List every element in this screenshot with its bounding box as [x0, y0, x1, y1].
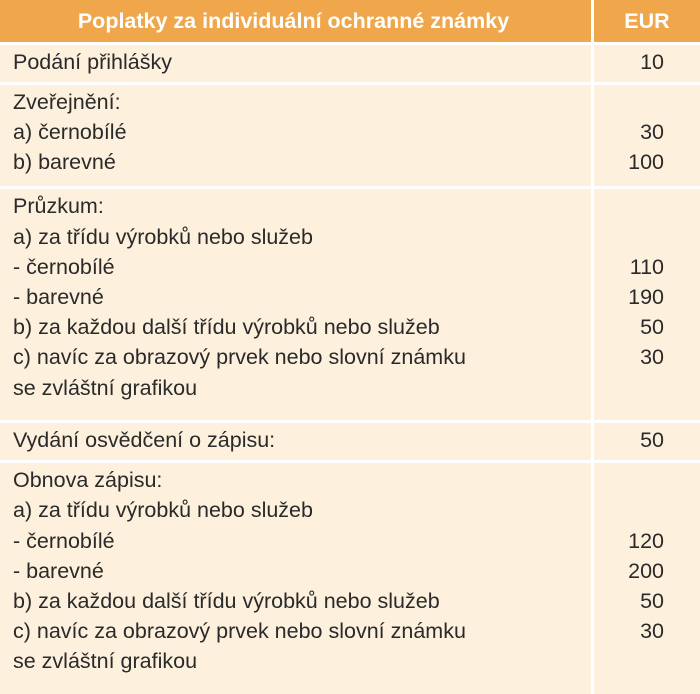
fee-amount [595, 373, 664, 403]
fee-line: b) barevné [13, 150, 116, 175]
fee-amount: 30 [640, 619, 664, 644]
header-title: Poplatky za individuální ochranné známky [0, 0, 591, 45]
section-description [0, 189, 591, 423]
section-amounts [591, 189, 700, 423]
fee-amount: 50 [640, 428, 664, 453]
fee-section-application [0, 45, 700, 85]
fee-line: a) za třídu výrobků nebo služeb [13, 498, 313, 523]
fee-amount: 30 [640, 345, 664, 370]
fee-amount: 10 [640, 50, 664, 74]
fee-line: c) navíc za obrazový prvek nebo slovní známku [13, 345, 466, 370]
fee-amount [595, 87, 664, 117]
fee-amount: 50 [640, 315, 664, 340]
section-description [0, 85, 591, 190]
section-description [0, 463, 591, 694]
fee-line: se zvláštní grafikou [13, 375, 198, 400]
fee-amount: 30 [640, 120, 664, 145]
header-row [0, 0, 700, 45]
fee-line: b) za každou další třídu výrobků nebo služeb [13, 315, 440, 340]
fee-line: Zveřejnění: [13, 89, 121, 114]
section-amounts [591, 45, 700, 85]
fee-amount: 120 [628, 528, 664, 553]
fee-line: - černobílé [13, 254, 115, 279]
fee-section-publication [0, 85, 700, 190]
section-amounts [591, 423, 700, 463]
fee-line: Průzkum: [13, 194, 104, 219]
section-description [0, 45, 591, 85]
fee-line: b) za každou další třídu výrobků nebo služeb [13, 588, 440, 613]
fee-line: Vydání osvědčení o zápisu: [13, 428, 276, 453]
fee-section-renewal [0, 463, 700, 694]
fee-section-examination [0, 189, 700, 423]
fee-line: - barevné [13, 284, 104, 309]
fee-section-certificate [0, 423, 700, 463]
fee-line: - barevné [13, 558, 104, 583]
fee-line: Podání přihlášky [13, 50, 172, 74]
fee-line: a) za třídu výrobků nebo služeb [13, 224, 313, 249]
fee-amount [595, 465, 664, 495]
section-amounts [591, 463, 700, 694]
fee-amount [595, 646, 664, 676]
fee-amount [595, 191, 664, 221]
section-description [0, 423, 591, 463]
fee-line: se zvláštní grafikou [13, 649, 198, 674]
fee-amount: 100 [628, 150, 664, 175]
fee-amount [595, 495, 664, 525]
header-currency: EUR [591, 0, 700, 45]
fee-amount: 190 [628, 284, 664, 309]
fee-line: - černobílé [13, 528, 115, 553]
fee-line: c) navíc za obrazový prvek nebo slovní známku [13, 619, 466, 644]
fee-amount [595, 222, 664, 252]
fee-amount: 200 [628, 558, 664, 583]
fee-amount: 110 [629, 254, 664, 279]
fee-line: Obnova zápisu: [13, 468, 163, 493]
fee-line: a) černobílé [13, 120, 127, 145]
section-amounts [591, 85, 700, 190]
fee-amount: 50 [640, 588, 664, 613]
